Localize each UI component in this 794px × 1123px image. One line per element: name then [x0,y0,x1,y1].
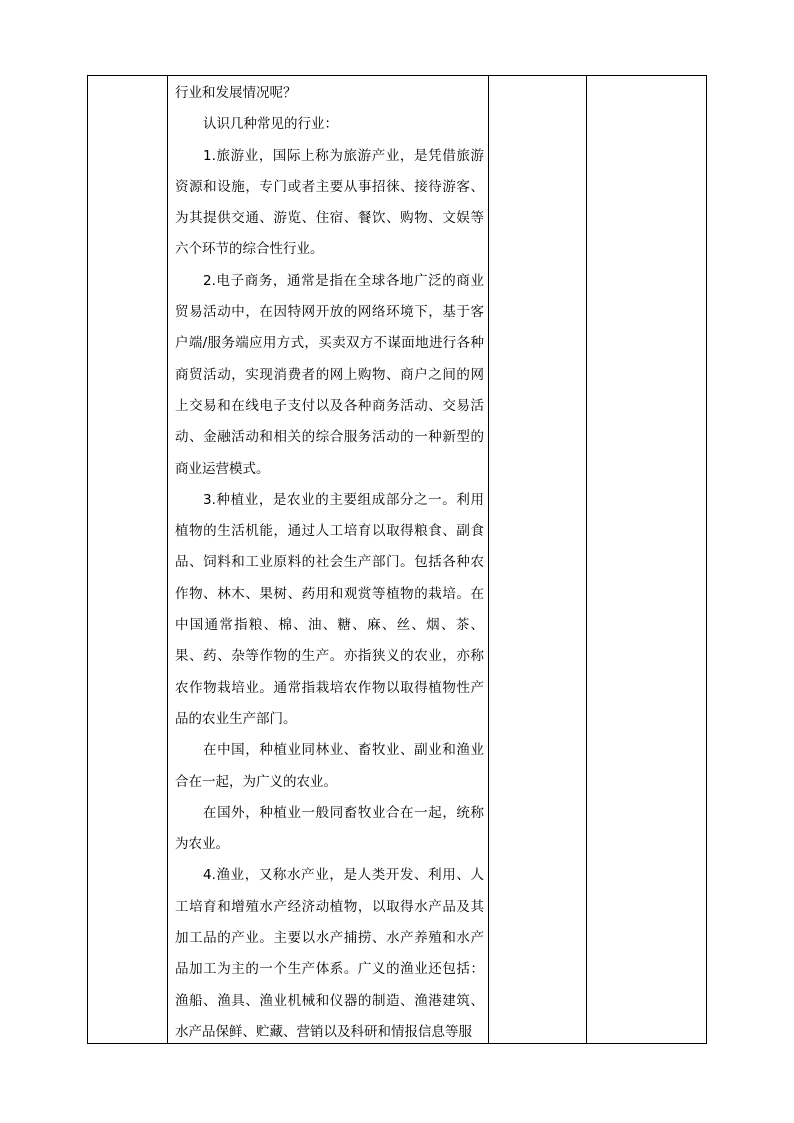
column-divider-1 [167,76,168,1043]
paragraph-foreign-agriculture: 在国外，种植业一般同畜牧业合在一起，统称为农业。 [175,804,484,853]
paragraph-planting: 3.种植业，是农业的主要组成部分之一。利用植物的生活机能，通过人工培育以取得粮食、副食品、饲料和工业原料的社会生产部门。包括各种农作物、林木、果树、药用和观赏等植物的栽培。在中国通常指粮、棉、油、糖、麻、丝、烟、茶、果、药、杂等作物的生产。亦指狭义的农业，亦称农作物栽培业。通常指栽培农作物以取得植物性产品的农业生产部门。 [175,491,484,727]
paragraph-tourism: 1.旅游业，国际上称为旅游产业，是凭借旅游资源和设施，专门或者主要从事招徕、接待游客、为其提供交通、游览、住宿、餐饮、购物、文娱等六个环节的综合性行业。 [175,147,484,258]
paragraph-china-agriculture: 在中国，种植业同林业、畜牧业、副业和渔业合在一起，为广义的农业。 [175,742,484,790]
column-divider-3 [586,76,587,1043]
paragraph-ecommerce: 2.电子商务，通常是指在全球各地广泛的商业贸易活动中，在因特网开放的网络环境下，基于客户端/服务端应用方式，买卖双方不谋面地进行各种商贸活动，实现消费者的网上购物、商户之间的网上交易和在线电子支付以及各种商务活动、交易活动、金融活动和相关的综合服务活动的一种新型的商业运营模式。 [175,272,484,477]
content-cell [169,76,489,1043]
paragraph-intro-end: 行业和发展情况呢？ [175,85,297,101]
lesson-table [87,75,707,1044]
paragraph-heading: 认识几种常见的行业： [203,116,338,133]
paragraph-fishery: 4.渔业，又称水产业，是人类开发、利用、人工培育和增殖水产经济动植物，以取得水产品及其加工品的产业。主要以水产捕捞、水产养殖和水产品加工为主的一个生产体系。广义的渔业还包括：渔船、渔具、渔业机械和仪器的制造、渔港建筑、水产品保鲜、贮藏、营销以及科研和情报信息等服 [175,867,484,1040]
